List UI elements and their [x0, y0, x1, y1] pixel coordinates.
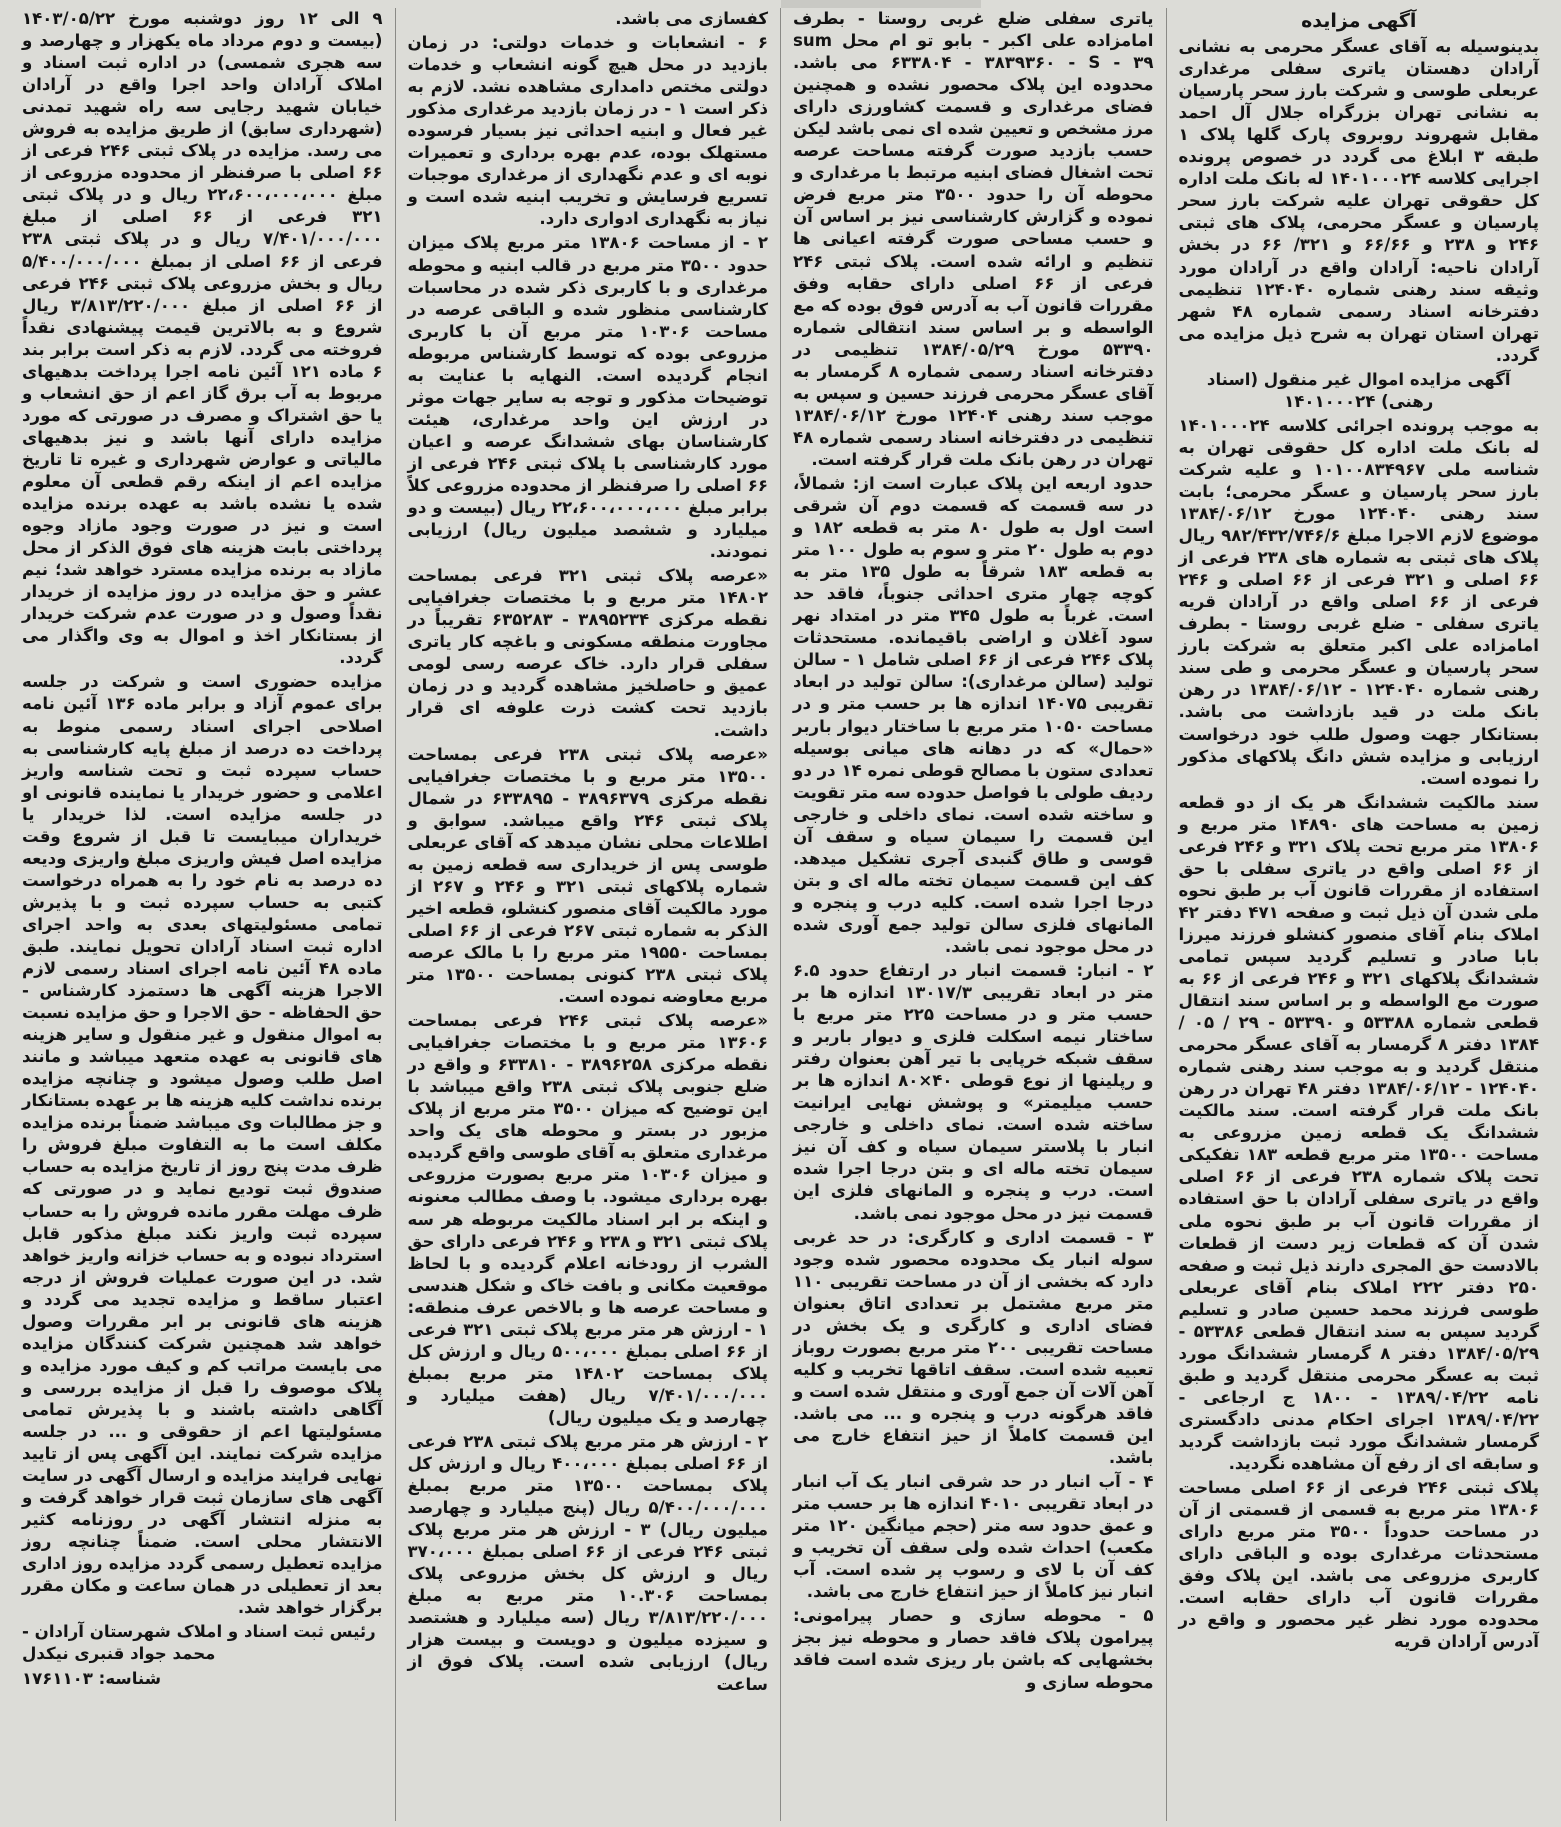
- paragraph: ۶ - انشعابات و خدمات دولتی: در زمان بازدید در محل هیچ گونه انشعاب و خدمات دولتی مختص دامداری مشاهده نشد. لازم به ذکر است ۱ - در زمان بازدید مرغداری مذکور غیر فعال و ابنیه احداثی نیز بسیار فرسوده مستهلک بوده، عدم بهره برداری و تعمیرات نوبه ای و عدم نگهداری از مرغداری موجبات تسریع فرسایش و تخریب ابنیه شده است و نیاز به نگهداری ادواری دارد.: [401, 33, 768, 229]
- signature: رئیس ثبت اسناد و املاک شهرستان آرادان - محمد جواد قنبری نیکدل: [16, 1622, 376, 1664]
- column-2: [781, 8, 1167, 1821]
- column-3: [396, 8, 782, 1821]
- notice-title: آگهی مزایده: [1301, 10, 1417, 32]
- paragraph: سند مالکیت ششدانگ هر یک از دو قطعه زمین به مساحت های ۱۴۸۹۰ متر مربع و ۱۳۸۰۶ متر مربع تحت پلاک ۳۲۱ و ۲۴۶ فرعی از ۶۶ اصلی واقع در یاتری سفلی با حق استفاده از مقررات قانون آب بر طبق نحوه ملی شدن آن ذیل ثبت و صفحه ۴۷۱ دفتر ۴۲ املاک بنام آقای منصور کنشلو فرزند میرزا بابا صادر و تسلیم گردید سپس تمامی ششدانگ پلاکهای ۳۲۱ و ۲۴۶ فرعی از ۶۶ به صورت مع الواسطه و بر اساس سند انتقال قطعی شماره ۵۳۳۸۸ و ۵۳۳۹۰ - ۲۹ / ۰۵ / ۱۳۸۴ دفتر ۸ گرمسار به آقای عسگر محرمی منتقل گردید و به موجب سند رهنی شماره ۱۲۴۰۴۰ - ۱۳۸۴/۰۶/۱۲ دفتر ۴۸ تهران در رهن بانک ملت قرار گرفته است. سند مالکیت ششدانگ یک قطعه زمین مزروعی به مساحت ۱۳۵۰۰ متر مربع قطعه ۱۸۳ تفکیکی تحت پلاک شماره ۲۳۸ فرعی از ۶۶ اصلی واقع در یاتری سفلی آرادان با حق استفاده از مقررات قانون آب بر طبق نحوه ملی شدن آن که قطعات زیر دست از قطعات بالادست حق المجری دارند ذیل ثبت و صفحه ۲۵۰ دفتر ۲۲۲ املاک بنام آقای عربعلی طوسی فرزند محمد حسین صادر و تسلیم گردید سپس به سند انتقال قطعی ۵۳۳۸۶ - ۱۳۸۴/۰۵/۲۹ دفتر ۸ گرمسار ششدانگ مورد ثبت به عسگر محرمی منتقل گردید و طبق نامه ۱۳۸۹/۰۴/۲۲ - ۱۸۰۰ ج ارجاعی - ۱۳۸۹/۰۴/۲۲ اجرای احکام مدنی دادگستری گرمسار ششدانگ مورد ثبت بازداشت گردید و سابقه ای از رفع آن مشاهده نگردید.: [1172, 792, 1540, 1474]
- masthead-strip: [781, 0, 981, 8]
- paragraph: ۵ - محوطه سازی و حصار پیرامونی: پیرامون پلاک فاقد حصار و محوطه نیز بجز بخشهایی که باشن بار ریزی شده است فاقد محوطه سازی و: [787, 1606, 1154, 1692]
- paragraph: یاتری سفلی ضلع غربی روستا - بطرف امامزاده علی اکبر - بابو تو ام محل sum ۶۳۳۸۰۴ - ۳۸۳۹۳۶۰ - S - ۳۹ می باشد. محدوده این پلاک محصور نشده و همچنین فضای مرغداری و قسمت کشاورزی دارای مرز مشخص و تعیین شده ای نمی باشد لیکن حسب بازدید صورت گرفته مساحت عرصه تحت اشغال فضای ابنیه مرتبط با مرغداری و محوطه آن را حدود ۳۵۰۰ متر مربع فرض نموده و گزارش کارشناسی نیز بر اساس آن و حسب مساحی صورت گرفته اعیانی ها تنظیم و ارائه شده است. پلاک ثبتی ۲۴۶ فرعی از ۶۶ اصلی دارای حقابه وفق مقررات قانون آب به آدرس فوق بوده که مع الواسطه و بر اساس سند انتقالی شماره ۵۳۳۹۰ مورخ ۱۳۸۴/۰۵/۲۹ تنظیمی در دفترخانه اسناد رسمی شماره ۸ گرمسار به آقای عسگر محرمی فرزند حسین و سپس به موجب سند رهنی ۱۲۴۰۴ مورخ ۱۳۸۴/۰۶/۱۲ تنظیمی در دفترخانه اسناد رسمی شماره ۴۸ تهران در رهن بانک ملت قرار گرفته است.: [787, 9, 1154, 469]
- paragraph: «عرصه پلاک ثبتی ۲۳۸ فرعی بمساحت ۱۳۵۰۰ متر مربع و با مختصات جغرافیایی نقطه مرکزی ۳۸۹۶۳۷۹ - ۶۳۳۸۹۵ در شمال پلاک ثبتی ۲۴۶ واقع میباشد. سوابق و اطلاعات محلی نشان میدهد که آقای عربعلی طوسی پس از خریداری سه قطعه زمین به شماره پلاکهای ثبتی ۳۲۱ و ۲۴۶ و ۲۶۷ از مورد مالکیت آقای منصور کنشلو، قطعه اخیر الذکر به شماره ثبتی ۲۶۷ فرعی از ۶۶ اصلی بمساحت ۱۹۵۵۰ متر مربع را با مالک عرصه پلاک ثبتی ۲۳۸ کنونی بمساحت ۱۳۵۰۰ متر مربع معاوضه نموده است.: [401, 744, 769, 1007]
- sub-title: آگهی مزایده اموال غیر منقول (اسناد رهنی) ۱۴۰۱۰۰۰۲۴: [1201, 369, 1511, 411]
- paragraph: ۲ - از مساحت ۱۳۸۰۶ متر مربع پلاک میزان حدود ۳۵۰۰ متر مربع در قالب ابنیه و محوطه مرغداری و با کاربری ذکر شده در محاسبات کارشناسی منظور شده و الباقی عرصه در مساحت ۱۰۳۰۶ متر مربع آن با کاربری مزروعی بوده که توسط کارشناس مربوطه انجام گردیده است. النهایه با عنایت به توضیحات مذکور و توجه به سایر جهات موثر در ارزش این واحد مرغداری، هیئت کارشناسان بهای ششدانگ عرصه و اعیان مورد کارشناسی با پلاک ثبتی ۲۴۶ فرعی از ۶۶ اصلی را صرفنظر از محدوده مزروعی کلاً برابر مبلغ ۲۲،۶۰۰،۰۰۰،۰۰۰ ریال (بیست و دو میلیارد و ششصد میلیون ریال) ارزیابی نمودند.: [401, 233, 769, 562]
- paragraph: مزایده حضوری است و شرکت در جلسه برای عموم آزاد و برابر ماده ۱۳۶ آئین نامه اصلاحی اجرای اسناد رسمی منوط به پرداخت ده درصد از مبلغ پایه کارشناسی به حساب سپرده ثبت و تحت شناسه واریز اعلامی و حضور خریدار یا نماینده قانونی او در جلسه مزایده است. لذا خریدار یا خریداران میبایست تا قبل از شروع وقت مزایده اصل فیش واریزی مبلغ واریزی ودیعه ده درصد به نام خود را به همراه درخواست کتبی به حساب سپرده ثبت و با پذیرش تمامی مسئولیتهای بعدی به واحد اجرای اداره ثبت اسناد آرادان تحویل نمایند. طبق ماده ۴۸ آئین نامه اجرای اسناد رسمی لازم الاجرا هزینه آگهی ها دستمزد کارشناس - حق الحفاظه - حق الاجرا و حق مزایده نسبت به اموال منقول و غیر منقول و سایر هزینه های قانونی به عهده متعهد میباشد و مانند اصل طلب وصول میشود و چنانچه مزایده برنده نداشت کلیه هزینه ها بر عهده بستانکار و جز مطالبات وی میباشد ضمناً برنده مزایده مکلف است ما به التفاوت مبلغ فروش را ظرف مدت پنج روز از تاریخ مزایده به حساب صندوق ثبت تودیع نماید و در صورتی که ظرف مهلت مقرر مانده فروش را به حساب سپرده ثبت واریز نکند مبلغ مذکور قابل استرداد نبوده و به حساب خزانه واریز خواهد شد. در این صورت عملیات فروش از درجه اعتبار ساقط و مزایده تجدید می گردد و هزینه های قانونی بر ابر مقررات وصول خواهد شد همچنین شرکت کنندگان مزایده می بایست مراتب کم و کیف مورد مزایده و پلاک موصوف را قبل از مزایده بررسی و آگاهی داشته باشند و با پذیرش تمامی مسئولیتها اعم از حقوقی و ... در جلسه مزایده شرکت نمایند. این آگهی پس از تایید نهایی فرایند مزایده و ارسال آگهی در سایت آگهی های سازمان ثبت قرار خواهد گرفت و به منزله انتشار آگهی در روزنامه کثیر الانتشار محلی است. ضمناً چنانچه روز مزایده تعطیل رسمی گردد مزایده روز اداری بعد از تعطیلی در همان ساعت و مکان مقرر برگزار خواهد شد.: [16, 672, 383, 1618]
- notice-id: شناسه: ۱۷۶۱۱۰۳: [22, 1668, 162, 1688]
- paragraph: بدینوسیله به آقای عسگر محرمی به نشانی آرادان دهستان یاتری سفلی مرغداری عربعلی طوسی و شرکت بارز سحر پارسیان به نشانی تهران بزرگراه جلال آل احمد مقابل شهروند روبروی پارک گلها پلاک ۱ طبقه ۳ ابلاغ می گردد در خصوص پرونده اجرایی کلاسه ۱۴۰۱۰۰۰۲۴ له بانک ملت اداره کل حقوقی تهران علیه شرکت بارز سحر پارسیان و عسگر محرمی، پلاک های ثبتی ۲۴۶ و ۲۳۸ و ۶۶/۶۶ و ۳۲۱/ ۶۶ در بخش آرادان ناحیه: آرادان واقع در آرادان مورد وثیقه سند رهنی شماره ۱۲۴۰۴۰ تنظیمی دفترخانه اسناد رسمی شماره ۴۸ شهر تهران استان تهران به شرح ذیل مزایده می گردد.: [1172, 37, 1540, 365]
- paragraph: «عرصه پلاک ثبتی ۲۴۶ فرعی بمساحت ۱۳۶۰۶ متر مربع و با مختصات جغرافیایی نقطه مرکزی ۳۸۹۶۲۵۸ - ۶۳۳۸۱۰ و واقع در ضلع جنوبی پلاک ثبتی ۲۳۸ واقع میباشد با این توضیح که میزان ۳۵۰۰ متر مربع از پلاک مزبور در بستر و محوطه های یک واحد مرغداری متعلق به آقای طوسی واقع گردیده و میزان ۱۰۳۰۶ متر مربع بصورت مزروعی بهره برداری میشود. با وصف مطالب معنونه و اینکه بر ابر اسناد مالکیت مربوطه هر سه پلاک ثبتی ۳۲۱ و ۲۳۸ و ۲۴۶ فرعی دارای حق الشرب از رودخانه اعلام گردیده و با لحاظ موقعیت مکانی و بافت خاک و شکل هندسی و مساحت عرصه ها و بالاخص عرف منطقه: ۱ - ارزش هر متر مربع پلاک ثبتی ۳۲۱ فرعی از ۶۶ اصلی بمبلغ ۵۰۰،۰۰۰ ریال و ارزش کل پلاک بمساحت ۱۴۸۰۲ متر مربع بمبلغ ۷/۴۰۱/۰۰۰/۰۰۰ ریال (هفت میلیارد و چهارصد و یک میلیون ریال): [401, 1011, 769, 1427]
- paragraph: به موجب پرونده اجرائی کلاسه ۱۴۰۱۰۰۰۲۴ له بانک ملت اداره کل حقوقی تهران به شناسه ملی ۱۰۱۰۰۸۳۴۹۶۷ و علیه شرکت بارز سحر پارسیان و عسگر محرمی؛ بابت سند رهنی ۱۲۴۰۴۰ مورخ ۱۳۸۴/۰۶/۱۲ موضوع لازم الاجرا مبلغ ۹۸۲/۴۳۲/۷۴۶/۶ ریال پلاک های ثبتی به شماره های ۲۳۸ فرعی از ۶۶ اصلی و ۳۲۱ فرعی از ۶۶ اصلی و ۲۴۶ فرعی از ۶۶ اصلی واقع در آرادان قریه یاتری سفلی - ضلع غربی روستا - بطرف امامزاده علی اکبر متعلق به شرکت بارز سحر پارسیان و عسگر محرمی و طی سند رهنی شماره ۱۲۴۰۴۰ - ۱۳۸۴/۰۶/۱۲ در رهن بانک ملت در قید بازداشت می باشد. بستانکار جهت وصول طلب خود درخواست ارزیابی و مزایده شش دانگ پلاکهای مذکور را نموده است.: [1172, 415, 1540, 788]
- paragraph: ۲ - انبار: قسمت انبار در ارتفاع حدود ۶.۵ متر در ابعاد تقریبی ۱۳۰۱۷/۳ اندازه ها بر حسب متر و در مساحت ۲۲۵ متر مربع با ساختار نیمه اسکلت فلزی و دیوار باربر و سقف شبکه خرپایی با تیر آهن بعنوان رفتر و رپلینها از نوع قوطی ۴۰×۸۰ اندازه ها بر حسب میلیمتر» و پوشش نهایی ایرانیت ساخته شده است. نمای داخلی و خارجی انبار با پلاستر سیمان سیاه و کف آن نیز سیمان تخته ماله ای و بتن درجا اجرا شده است. درب و پنجره و المانهای فلزی این قسمت نیز در محل موجود نمی باشد.: [787, 961, 1154, 1223]
- paragraph: «عرصه پلاک ثبتی ۳۲۱ فرعی بمساحت ۱۴۸۰۲ متر مربع و با مختصات جغرافیایی نقطه مرکزی ۳۸۹۵۲۳۴ - ۶۳۵۲۸۳ تقریباً در مجاورت منطقه مسکونی و باغچه کار یاتری سفلی قرار دارد. خاک عرصه رسی لومی عمیق و حاصلخیز مشاهده گردید و در زمان بازدید تحت کشت ذرت علوفه ای قرار داشت.: [401, 566, 768, 740]
- paragraph: ۲ - ارزش هر متر مربع پلاک ثبتی ۲۳۸ فرعی از ۶۶ اصلی بمبلغ ۴۰۰،۰۰۰ ریال و ارزش کل پلاک بمساحت ۱۳۵۰۰ متر مربع بمبلغ ۵/۴۰۰/۰۰۰/۰۰۰ ریال (پنج میلیارد و چهارصد میلیون ریال) ۳ - ارزش هر متر مربع پلاک ثبتی ۲۴۶ فرعی از ۶۶ اصلی بمبلغ ۳۷۰،۰۰۰ ریال و ارزش کل بخش مزروعی پلاک بمساحت ۱۰.۳۰۶ متر مربع به مبلغ ۳/۸۱۳/۲۲۰/۰۰۰ ریال (سه میلیارد و هشتصد و سیزده میلیون و دویست و بیست هزار ریال) ارزیابی شده است. پلاک فوق از ساعت: [401, 1432, 769, 1694]
- paragraph: ۴ - آب انبار در حد شرقی انبار یک آب انبار در ابعاد تقریبی ۴۰۱۰ اندازه ها بر حسب متر و عمق حدود سه متر (حجم میانگین ۱۲۰ متر مکعب) احداث شده ولی سقف آن تخریب و کف آن با لای و رسوب پر شده است. آب انبار نیز کاملاً از حیز انتفاع خارج می باشد.: [787, 1472, 1154, 1602]
- notice-columns: [10, 8, 1551, 1821]
- paragraph: پلاک ثبتی ۲۴۶ فرعی از ۶۶ اصلی مساحت ۱۳۸۰۶ متر مربع به قسمی از قسمتی از آن در مساحت حدوداً ۳۵۰۰ متر مربع دارای مستحدثات مرغداری بوده و الباقی دارای کاربری مزروعی می باشد. این پلاک وفق مقررات قانون آب دارای حقابه است. محدوده مورد نظر غیر محصور و واقع در آدرس آرادان قریه: [1172, 1478, 1540, 1652]
- paragraph: ۳ - قسمت اداری و کارگری: در حد غربی سوله انبار یک محدوده محصور شده وجود دارد که بخشی از آن در مساحت تقریبی ۱۱۰ متر مربع مشتمل بر تعدادی اتاق بعنوان فضای اداری و کارگری و یک بخش در مساحت تقریبی ۲۰۰ متر مربع بصورت روباز تعبیه شده است. سقف اتاقها تخریب و کلیه آهن آلات آن جمع آوری و منتقل شده است و فاقد هرگونه درب و پنجره و ... می باشد. این قسمت کاملاً از حیز انتفاع خارج می باشد.: [787, 1227, 1154, 1468]
- paragraph: کفسازی می باشد.: [615, 9, 768, 28]
- column-1: [1167, 8, 1552, 1821]
- paragraph: حدود اربعه این پلاک عبارت است از: شمالاً، در سه قسمت که قسمت دوم آن شرقی است اول به طول ۸۰ متر به قطعه ۱۸۲ و دوم به طول ۲۰ متر و سوم به طول ۱۰۰ متر به قطعه ۱۸۳ شرقاً به طول ۱۳۵ متر به کوچه چهار متری احداثی جنوباً، فاقد حد است. غرباً به طول ۳۴۵ متر در امتداد نهر سود آغلان و اراضی باقیمانده. مستحدثات پلاک ۲۴۶ فرعی از ۶۶ اصلی شامل ۱ - سالن تولید (سالن مرغداری): سالن تولید در ابعاد تقریبی ۱۴۰۷۵ اندازه ها بر حسب متر و در مساحت ۱۰۵۰ متر مربع با ساختار دیوار باربر «حمال» که در دهانه های میانی بوسیله تعدادی ستون با مصالح قوطی نمره ۱۴ در دو ردیف طولی با فواصل حدوده سه متر تقویت و ساخته شده است. نمای داخلی و خارجی این قسمت را سیمان سیاه و سقف آن قوسی و طاق گنبدی آجری تشکیل میدهد. کف این قسمت سیمان تخته ماله ای و بتن درجا اجرا شده است. کلیه درب و پنجره و المانهای فلزی سالن تولید جمع آوری شده در محل موجود نمی باشد.: [787, 473, 1154, 956]
- paragraph: ۹ الی ۱۲ روز دوشنبه مورخ ۱۴۰۳/۰۵/۲۲ (بیست و دوم مرداد ماه یکهزار و چهارصد و سه هجری شمسی) در اداره ثبت اسناد و املاک آرادان واحد اجرا واقع در آرادان خیابان شهید رجایی سه راه شهید تمدنی (شهرداری سابق) از طریق مزایده به فروش می رسد. مزایده در پلاک ثبتی ۲۴۶ فرعی از ۶۶ اصلی با صرفنظر از محدوده مزروعی از مبلغ ۲۲،۶۰۰،۰۰۰،۰۰۰ ریال و در پلاک ثبتی ۳۲۱ فرعی از ۶۶ اصلی از مبلغ ۷/۴۰۱/۰۰۰/۰۰۰ ریال و در پلاک ثبتی ۲۳۸ فرعی از ۶۶ اصلی از بمبلغ ۵/۴۰۰/۰۰۰/۰۰۰ ریال و بخش مزروعی پلاک ثبتی ۲۴۶ فرعی از ۶۶ اصلی از مبلغ ۳/۸۱۳/۲۲۰/۰۰۰ ریال شروع و به بالاترین قیمت پیشنهادی نقداً فروخته می گردد. لازم به ذکر است برابر بند ۶ ماده ۱۲۱ آئین نامه اجرا پرداخت بدهیهای مربوط به آب برق گاز اعم از حق انشعاب و یا حق اشتراک و مصرف در صورتی که مورد مزایده دارای آنها باشد و نیز بدهیهای مالیاتی و عوارض شهرداری و غیره تا تاریخ مزایده اعم از اینکه رقم قطعی آن معلوم شده یا نشده باشد به عهده برنده مزایده است و نیز در صورت وجود مازاد وجوه پرداختی بابت هزینه های فوق الذکر از محل مازاد به برنده مزایده مسترد خواهد شد؛ نیم عشر و حق مزایده در روز مزایده از خریدار نقداً وصول و در صورت عدم شرکت خریدار از بستانکار اخذ و اموال به وی واگذار می گردد.: [16, 9, 383, 668]
- column-4: [10, 8, 396, 1821]
